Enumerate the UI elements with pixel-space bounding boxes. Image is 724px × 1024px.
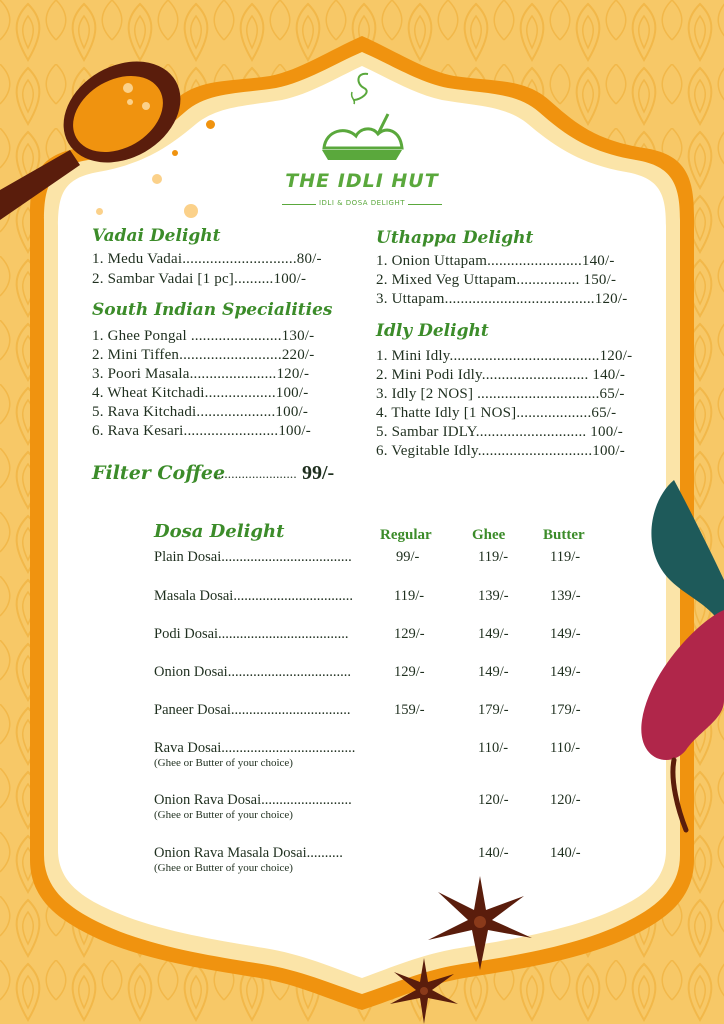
menu-item: 2. Sambar Vadai [1 pc]..........100/- xyxy=(92,271,307,287)
menu-item: 3. Poori Masala......................120/- xyxy=(92,366,310,382)
menu-item: 4. Wheat Kitchadi..................100/- xyxy=(92,385,309,401)
spoon-drop xyxy=(96,208,103,215)
menu-item: 6. Vegitable Idly.............................100/- xyxy=(376,443,625,459)
brand-tagline: IDLI & DOSA DELIGHT xyxy=(318,199,406,207)
spoon-drop xyxy=(206,120,215,129)
column-header-butter: Butter xyxy=(543,527,585,543)
dosa-price-butter: 110/- xyxy=(550,740,581,756)
dosa-price-butter: 149/- xyxy=(550,626,581,642)
dosa-row-note: (Ghee or Butter of your choice) xyxy=(154,809,293,821)
menu-item: 1. Onion Uttapam........................140/- xyxy=(376,253,615,269)
dosa-price-butter: 119/- xyxy=(550,549,581,565)
menu-item: 3. Uttapam......................................120/- xyxy=(376,291,628,307)
dosa-price-regular: 99/- xyxy=(396,549,420,565)
chili-illustration xyxy=(630,470,724,840)
column-header-regular: Regular xyxy=(380,527,432,543)
menu-item: 6. Rava Kesari........................100/- xyxy=(92,423,311,439)
dosa-row-name: Onion Rava Dosai......................... xyxy=(154,792,352,808)
dosa-price-butter: 140/- xyxy=(550,845,581,861)
menu-item: 2. Mini Tiffen..........................220/- xyxy=(92,347,315,363)
dosa-price-regular: 119/- xyxy=(394,588,425,604)
filter-coffee-price: 99/- xyxy=(302,462,335,484)
star-anise-illustration xyxy=(384,954,464,1024)
spoon-drop xyxy=(184,204,198,218)
dosa-row-note: (Ghee or Butter of your choice) xyxy=(154,757,293,769)
dosa-price-ghee: 139/- xyxy=(478,588,509,604)
section-title-south-indian: South Indian Specialities xyxy=(92,300,333,320)
dosa-price-ghee: 179/- xyxy=(478,702,509,718)
dosa-price-regular: 159/- xyxy=(394,702,425,718)
menu-item: 4. Thatte Idly [1 NOS]...................65/- xyxy=(376,405,617,421)
menu-item: 2. Mixed Veg Uttapam................ 150/- xyxy=(376,272,617,288)
spoon-drop xyxy=(152,174,162,184)
tagline-line-right xyxy=(408,204,442,205)
dosa-price-ghee: 149/- xyxy=(478,626,509,642)
dosa-row-name: Masala Dosai................................. xyxy=(154,588,353,604)
brand-name: THE IDLI HUT xyxy=(285,170,439,192)
dosa-row-name: Podi Dosai.................................... xyxy=(154,626,349,642)
dosa-row-name: Onion Dosai.................................. xyxy=(154,664,351,680)
menu-item: 1. Medu Vadai.............................80/- xyxy=(92,251,322,267)
dosa-price-butter: 179/- xyxy=(550,702,581,718)
menu-item: 3. Idly [2 NOS] ...............................65/- xyxy=(376,386,625,402)
dosa-price-regular: 129/- xyxy=(394,664,425,680)
dosa-price-ghee: 120/- xyxy=(478,792,509,808)
dosa-row-name: Plain Dosai.................................... xyxy=(154,549,352,565)
dosa-price-ghee: 140/- xyxy=(478,845,509,861)
dosa-price-ghee: 119/- xyxy=(478,549,509,565)
dosa-row-name: Onion Rava Masala Dosai.......... xyxy=(154,845,343,861)
spoon-drop xyxy=(172,150,178,156)
filter-coffee-dots: ........................ xyxy=(214,466,297,481)
menu-item: 1. Mini Idly......................................120/- xyxy=(376,348,633,364)
section-title-dosa: Dosa Delight xyxy=(154,521,285,542)
dosa-price-butter: 120/- xyxy=(550,792,581,808)
tagline-line-left xyxy=(282,204,316,205)
dosa-price-ghee: 110/- xyxy=(478,740,509,756)
dosa-price-butter: 149/- xyxy=(550,664,581,680)
filter-coffee-label: Filter Coffee xyxy=(92,462,226,484)
dosa-price-ghee: 149/- xyxy=(478,664,509,680)
dosa-row-name: Paneer Dosai................................. xyxy=(154,702,351,718)
menu-item: 2. Mini Podi Idly........................... 140/- xyxy=(376,367,626,383)
menu-item: 1. Ghee Pongal .......................130/- xyxy=(92,328,315,344)
section-title-uthappa: Uthappa Delight xyxy=(376,228,534,248)
column-header-ghee: Ghee xyxy=(472,527,506,543)
section-title-idly: Idly Delight xyxy=(376,321,489,341)
dosa-price-regular: 129/- xyxy=(394,626,425,642)
menu-item: 5. Rava Kitchadi....................100/- xyxy=(92,404,309,420)
dosa-price-butter: 139/- xyxy=(550,588,581,604)
section-title-vadai: Vadai Delight xyxy=(92,226,221,246)
dosa-row-name: Rava Dosai..................................... xyxy=(154,740,356,756)
menu-item: 5. Sambar IDLY............................ 100/- xyxy=(376,424,623,440)
idli-logo-icon xyxy=(316,70,408,164)
dosa-row-note: (Ghee or Butter of your choice) xyxy=(154,862,293,874)
